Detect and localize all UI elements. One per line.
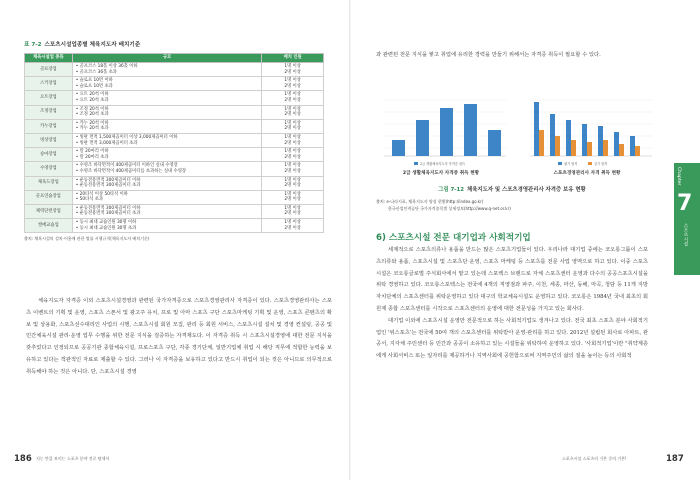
chart-management bbox=[518, 90, 656, 176]
bar-orange bbox=[571, 140, 576, 156]
table-row bbox=[25, 119, 324, 133]
table-row bbox=[25, 162, 324, 176]
scale-line: • 골프코스 18홀 이상 36홀 이하 bbox=[75, 64, 138, 69]
chapter-number: 7 bbox=[677, 191, 693, 216]
table-source-note: 출처: 체육시설의 설치·이용에 관한 법률 시행규칙(체육지도자 배치기준) bbox=[24, 236, 150, 242]
page-number-left: 186 bbox=[14, 454, 32, 464]
cell-scale bbox=[72, 219, 262, 233]
cell-type: 스키장업 bbox=[25, 77, 73, 91]
count-line: 2명 이상 bbox=[284, 183, 301, 189]
cell-scale bbox=[72, 176, 262, 190]
scale-line: • 빙판 면적 3,000제곱미터 초과 bbox=[75, 140, 138, 146]
scale-line: • 조정 20척 초과 bbox=[75, 112, 109, 118]
left-page-table-area bbox=[24, 40, 334, 242]
cell-count bbox=[262, 162, 324, 176]
bar-orange bbox=[603, 140, 608, 156]
bar-blue bbox=[534, 102, 539, 156]
scale-line: • 운동전용면적 300제곱미터 초과 bbox=[75, 211, 141, 217]
cell-type: 요트장업 bbox=[25, 91, 73, 105]
cell-count bbox=[262, 133, 324, 147]
cell-type: 썰매교습업 bbox=[25, 219, 73, 233]
right-running-footer: 스포츠시설 스포츠의 기본 중의 기본! bbox=[562, 456, 627, 461]
bar-blue bbox=[598, 126, 603, 156]
bar-blue bbox=[566, 120, 571, 156]
count-line: 1명 이상 bbox=[284, 191, 301, 197]
bar-orange bbox=[555, 136, 560, 156]
scale-line: • 요트 20척 이하 bbox=[75, 92, 109, 98]
scale-line: • 말 20마리 초과 bbox=[75, 154, 109, 160]
cell-scale bbox=[72, 119, 262, 133]
header-type: 체육시설업 종류 bbox=[25, 54, 73, 63]
cell-count bbox=[262, 105, 324, 119]
cell-count bbox=[262, 119, 324, 133]
cell-scale bbox=[72, 77, 262, 91]
cell-count bbox=[262, 91, 324, 105]
scale-line: • 골프코스 36홀 초과 bbox=[75, 69, 117, 75]
cell-scale bbox=[72, 204, 262, 218]
count-line: 1명 이상 bbox=[284, 205, 301, 211]
table-row bbox=[25, 204, 324, 218]
count-line: 2명 이상 bbox=[284, 69, 301, 75]
legend-label: 2급 생활체육지도자 자격증 취득 bbox=[420, 162, 466, 166]
header-count: 배치 인원 bbox=[262, 54, 324, 63]
section-heading: 6) 스포츠시설 전문 대기업과 사회적기업 bbox=[376, 233, 531, 243]
bar-1 bbox=[392, 140, 405, 156]
legend-swatch-a bbox=[558, 162, 562, 165]
bar-blue bbox=[614, 132, 619, 156]
bar-blue bbox=[630, 136, 635, 156]
chart-management-caption: 스포츠경영관리사 자격 취득 현황 bbox=[553, 171, 621, 176]
count-line: 2명 이상 bbox=[284, 211, 301, 217]
table-row bbox=[25, 219, 324, 233]
count-line: 1명 이상 bbox=[284, 120, 301, 126]
cell-type: 골프장업 bbox=[25, 63, 73, 77]
count-line: 2명 이상 bbox=[284, 168, 301, 174]
cell-scale bbox=[72, 91, 262, 105]
count-line: 2명 이상 bbox=[284, 112, 301, 118]
count-line: 1명 이상 bbox=[284, 106, 301, 112]
bar-5 bbox=[488, 130, 501, 156]
table-row bbox=[25, 148, 324, 162]
count-line: 1명 이상 bbox=[284, 64, 301, 69]
cell-type: 조정장업 bbox=[25, 105, 73, 119]
chart-instructor bbox=[372, 90, 510, 176]
right-body-text bbox=[376, 245, 648, 363]
figure-number: 그림 7-12 bbox=[438, 187, 465, 193]
scale-line: • 운동전용면적 300제곱미터 이하 bbox=[75, 205, 141, 211]
left-running-footer: 지는 만큼 보이는 스포츠 분야 진로 탐색서 bbox=[36, 456, 110, 461]
table-number: 표 7-2 bbox=[24, 42, 42, 48]
count-line: 2명 이상 bbox=[284, 225, 301, 231]
chapter-title: 스포츠시설 bbox=[683, 223, 688, 246]
figure-source-note bbox=[376, 199, 648, 212]
header-scale: 규모 bbox=[72, 54, 262, 63]
bar-orange bbox=[619, 144, 624, 156]
cell-scale bbox=[72, 105, 262, 119]
bar-blue bbox=[550, 114, 555, 156]
chart-instructor-svg bbox=[372, 90, 510, 170]
scale-line: • 20타석 이상 50타석 이하 bbox=[75, 191, 128, 197]
scale-line: • 슬로프 10면 초과 bbox=[75, 83, 113, 89]
scale-line: • 카누 20척 이하 bbox=[75, 120, 109, 126]
page-number-right: 187 bbox=[666, 454, 684, 464]
cell-type: 수영장업 bbox=[25, 162, 73, 176]
legend-swatch bbox=[414, 162, 418, 165]
scale-line: • 운동전용면적 300제곱미터 초과 bbox=[75, 183, 141, 189]
scale-line: • 50타석 초과 bbox=[75, 197, 104, 203]
count-line: 2명 이상 bbox=[284, 126, 301, 132]
cell-count bbox=[262, 176, 324, 190]
bar-orange bbox=[587, 142, 592, 156]
bar-orange bbox=[635, 146, 640, 156]
count-line: 1명 이상 bbox=[284, 149, 301, 155]
scale-line: • 슬로프 10면 이하 bbox=[75, 78, 113, 84]
chapter-tab bbox=[674, 163, 700, 275]
cell-count bbox=[262, 190, 324, 204]
cell-count bbox=[262, 148, 324, 162]
count-line: 1명 이상 bbox=[284, 220, 301, 226]
legend-label-a: 필기 합격 bbox=[564, 162, 578, 166]
table-row bbox=[25, 63, 324, 77]
count-line: 2명 이상 bbox=[284, 140, 301, 146]
scale-line: • 카누 20척 초과 bbox=[75, 126, 109, 132]
left-footer bbox=[14, 454, 334, 468]
count-line: 1명 이상 bbox=[284, 177, 301, 183]
cell-type: 체력단련장업 bbox=[25, 204, 73, 218]
count-line: 2명 이상 bbox=[284, 154, 301, 160]
scale-line: • 요트 20척 초과 bbox=[75, 97, 109, 103]
cell-count bbox=[262, 204, 324, 218]
count-line: 2명 이상 bbox=[284, 83, 301, 89]
chapter-label: Chapter bbox=[676, 167, 681, 186]
scale-line: • 동시 최대 교습인원 30명 이하 bbox=[75, 220, 137, 226]
bar-3 bbox=[440, 108, 453, 156]
cell-type: 체육도장업 bbox=[25, 176, 73, 190]
table-title-text: 스포츠시설업종별 체육지도자 배치기준 bbox=[44, 42, 141, 48]
cell-count bbox=[262, 63, 324, 77]
figure-note-line: 출처: e-나라지표, 체육지도자 양성 현황(http://index.go.kr) bbox=[376, 199, 484, 204]
chart-instructor-caption: 2급 생활체육지도자 자격증 취득 현황 bbox=[402, 171, 480, 176]
count-line: 2명 이상 bbox=[284, 197, 301, 203]
legend-swatch-b bbox=[588, 162, 592, 165]
bar-2 bbox=[416, 120, 429, 156]
figure-charts bbox=[372, 90, 662, 190]
count-line: 1명 이상 bbox=[284, 92, 301, 98]
right-paragraph: 대기업 이외에 스포츠시설 운영만 전문적으로 하는 사회적기업도 생겨나고 있다. 전국 최초 스포츠 분야 사회적기업인 '위스포츠'는 전국에 50여 개의 스포츠센터를 위탁받아 운영·관리를 하고 있다. 2012년 설립된 회사로 아파트, 관공서, 지자체 주민센터 등 민간과 공공이 소유하고 있는 시설들을 위탁하여 운영하고 있다. '사회적기업'이란 "취약계층에게 사회서비스 또는 일자리를 제공하거나 지역사회에 공헌함으로써 지역주민의 삶의 질을 높이는 등의 사회적 bbox=[376, 317, 648, 360]
scale-line: • 수영조 바닥면적이 400제곱미터 이하인 실내 수영장 bbox=[75, 163, 178, 169]
figure-title-text: 체육지도자 및 스포츠경영관리사 자격증 보유 현황 bbox=[467, 187, 586, 193]
count-line: 1명 이상 bbox=[284, 134, 301, 140]
table-row bbox=[25, 133, 324, 147]
cell-scale bbox=[72, 190, 262, 204]
table-row bbox=[25, 176, 324, 190]
scale-line: • 빙판 면적 1,500제곱미터 이상 3,000제곱미터 이하 bbox=[75, 134, 178, 140]
scale-line: • 동시 최대 교습인원 30명 초과 bbox=[75, 225, 137, 231]
cell-count bbox=[262, 77, 324, 91]
scale-line: • 운동전용면적 300제곱미터 이하 bbox=[75, 177, 141, 183]
right-footer bbox=[366, 454, 686, 468]
cell-count bbox=[262, 219, 324, 233]
legend-label-b: 실기 합격 bbox=[594, 162, 608, 166]
cell-scale bbox=[72, 148, 262, 162]
bar-orange bbox=[539, 130, 544, 156]
count-line: 1명 이상 bbox=[284, 163, 301, 169]
cell-scale bbox=[72, 162, 262, 176]
right-top-text: 과 관련된 전문 지식을 쌓고 취업에 유리한 경력을 만들기 위해서는 자격증 취득이 필요할 수 있다. bbox=[376, 52, 601, 58]
figure-note-line: 한국산업인력공단 국가자격종목별 상세정보(http://www.q-net.or.kr) bbox=[388, 205, 511, 211]
table-row bbox=[25, 77, 324, 91]
table-row bbox=[25, 91, 324, 105]
scale-line: • 수영조 바닥면적이 400제곱미터를 초과하는 실내 수영장 bbox=[75, 168, 186, 174]
left-paragraph: 체육지도자 자격증 이외 스포츠시설경영과 관련된 국가자격증으로 스포츠경영관리사 자격증이 있다. 스포츠경영관리사는 스포츠 이벤트의 기획 및 운영, 스포츠 스폰서 및 광고주 유치, 프로 및 아마 스포츠 구단 스포츠마케팅 기획 및 운영, 스포츠 콘텐츠의 확보 및 상용화, 스포츠선수대리인 사업의 시행, 스포츠시설 회원 모집, 관리 등 회원 서비스, 스포츠시설 설치 및 경영 컨설팅, 공공 및 민간체육시설 관리·운영 업무 수행을 위한 전문 지식을 검증하는 자격제도다. 이 자격증 취득 시 스포츠시설경영에 대한 전문 지식을 갖추었다고 인정되므로 공공기관 종합체육시설, 프로스포츠 구단, 각종 경기단체, 일반기업체 취업 시 해당 직무에 적합한 능력을 보유하고 있다는 객관적인 자료로 제출할 수 있다. 그러나 이 자격증을 보유하고 있다고 반드시 취업이 되는 것은 아니므로 의무적으로 취득해야 하는 것은 아니다. 단, 스포츠시설 경영 bbox=[26, 298, 332, 375]
cell-type: 카누장업 bbox=[25, 119, 73, 133]
count-line: 1명 이상 bbox=[284, 78, 301, 84]
left-body-text bbox=[26, 296, 332, 379]
scale-line: • 말 20마리 이하 bbox=[75, 149, 109, 155]
cell-scale bbox=[72, 63, 262, 77]
instructor-placement-table bbox=[24, 53, 324, 233]
cell-type: 승마장업 bbox=[25, 148, 73, 162]
table-row bbox=[25, 190, 324, 204]
count-line: 2명 이상 bbox=[284, 97, 301, 103]
table-title bbox=[24, 40, 334, 48]
table-header-row bbox=[25, 54, 324, 63]
chart-management-svg bbox=[518, 90, 656, 170]
scale-line: • 조정 20척 이하 bbox=[75, 106, 109, 112]
bar-blue bbox=[582, 124, 587, 156]
right-paragraph: 세계적으로 스포츠의류나 용품을 만드는 많은 스포츠기업들이 있다. 우리나라 대기업 중에는 코오롱그룹이 스포츠의류와 용품, 스포츠시설 및 스포츠단 운영, 스포츠 마케팅 등 스포츠를 전문 사업 영역으로 하고 있다. 이중 스포츠시설은 코오롱글로벌 주식회사에서 맡고 있는데 스포렉스 브랜드로 자체 스포츠센터 운영과 다수의 공공스포츠시설을 위탁 경영하고 있다. 코오롱스포렉스는 전국에 4개의 직영점과 파주, 이천, 세종, 마산, 동해, 마곡, 청담 등 11개 지방자치단체의 스포츠센터를 위탁운영하고 있다 대구의 학교체육시설도 운영하고 있다. 코오롱은 1984년 국내 최초의 회원제 종합 스포츠센터를 시작으로 스포츠센터의 운영에 대한 전문성을 가지고 있는 회사다. bbox=[376, 247, 648, 312]
cell-type: 골프연습장업 bbox=[25, 190, 73, 204]
figure-title bbox=[376, 185, 648, 193]
table-row bbox=[25, 105, 324, 119]
bar-4 bbox=[464, 104, 477, 156]
page-gutter bbox=[349, 0, 351, 480]
cell-scale bbox=[72, 133, 262, 147]
cell-type: 빙상장업 bbox=[25, 133, 73, 147]
